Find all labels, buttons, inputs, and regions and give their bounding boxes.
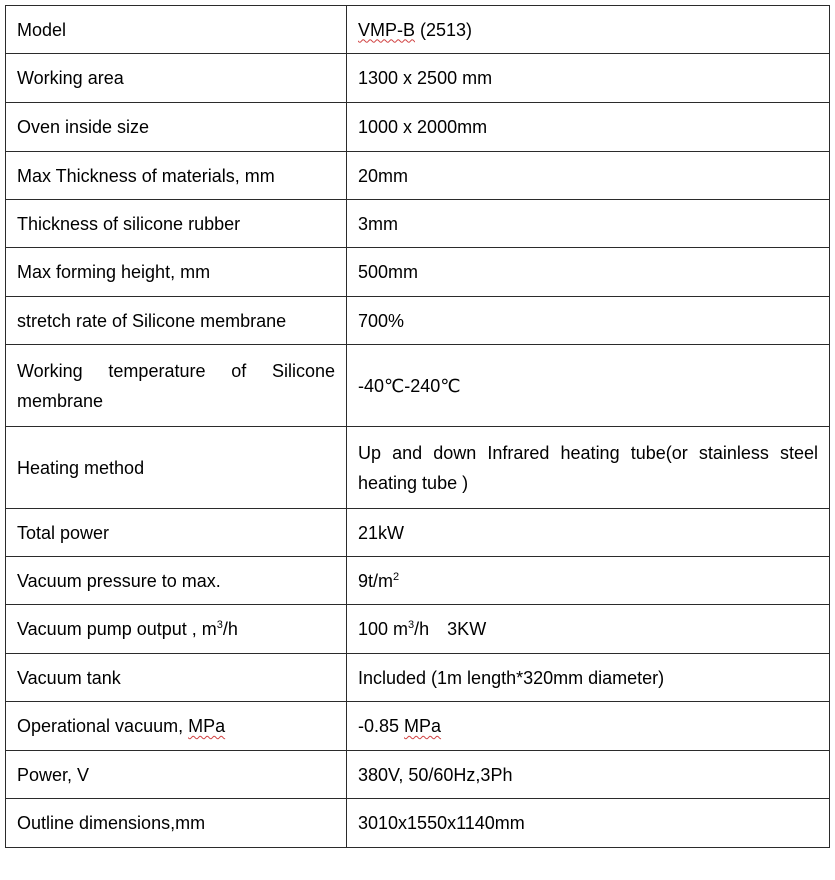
value-unit: /h — [414, 619, 430, 639]
table-row — [6, 799, 830, 848]
spec-label — [6, 54, 347, 103]
spec-label — [6, 605, 347, 654]
spec-value — [347, 297, 830, 345]
value-text: Included (1m length*320mm diameter) — [358, 667, 665, 688]
spec-value — [347, 152, 830, 200]
value-text: 100 m — [358, 619, 409, 639]
value-text: 20mm — [358, 165, 409, 186]
spec-label — [6, 152, 347, 200]
value-unit: MPa — [404, 716, 442, 736]
value-text: -40℃-240℃ — [358, 375, 461, 396]
table-row — [6, 654, 830, 702]
table-row — [6, 54, 830, 103]
label-unit: MPa — [188, 716, 226, 736]
label-text: Working area — [17, 68, 124, 88]
spec-label — [6, 103, 347, 152]
table-row — [6, 557, 830, 605]
table-row — [6, 605, 830, 654]
spec-label — [6, 799, 347, 848]
value-text: 1300 x 2500 mm — [358, 68, 493, 88]
spec-label — [6, 702, 347, 751]
label-text: Working temperature of Silicone membrane — [17, 360, 335, 411]
spec-value — [347, 103, 830, 152]
spec-label — [6, 200, 347, 248]
spec-value — [347, 799, 830, 848]
spec-value — [347, 427, 830, 509]
spec-label — [6, 509, 347, 557]
label-unit: /h — [222, 619, 238, 639]
value-text: -0.85 — [358, 716, 405, 736]
spec-value — [347, 605, 830, 654]
label-text: Vacuum pump output , m — [17, 619, 217, 639]
table-row — [6, 509, 830, 557]
value-text: 380V, 50/60Hz,3Ph — [358, 764, 513, 785]
table-row — [6, 103, 830, 152]
model-name: VMP-B — [358, 19, 416, 40]
table-row — [6, 297, 830, 345]
label-text: stretch rate of Silicone membrane — [17, 310, 287, 331]
spec-value — [347, 248, 830, 297]
spec-value — [347, 702, 830, 751]
label-text: Power, V — [17, 764, 90, 785]
spec-label — [6, 6, 347, 54]
label-text: Vacuum pressure to max. — [17, 570, 221, 591]
superscript: 3 — [408, 619, 415, 631]
value-text: 3010x1550x1140mm — [358, 813, 525, 833]
label-text: Heating method — [17, 457, 145, 478]
model-code: (2513) — [415, 19, 473, 40]
spec-label — [6, 751, 347, 799]
table-row — [6, 702, 830, 751]
value-text: 500mm — [358, 262, 419, 282]
spec-label — [6, 557, 347, 605]
spec-value — [347, 509, 830, 557]
spec-label — [6, 345, 347, 427]
spec-value — [347, 345, 830, 427]
table-row — [6, 6, 830, 54]
table-row — [6, 200, 830, 248]
spec-value — [347, 654, 830, 702]
label-text: Total power — [17, 522, 110, 543]
spec-value — [347, 200, 830, 248]
table-row — [6, 427, 830, 509]
value-text: 9t/m — [358, 570, 394, 591]
table-row — [6, 152, 830, 200]
value-text: 700% — [358, 310, 405, 331]
value-text: Up and down Infrared heating tube(or stainless steel heating tube ) — [358, 442, 818, 493]
spec-value — [347, 6, 830, 54]
specifications-table — [5, 5, 830, 848]
value-text: 1000 x 2000mm — [358, 117, 488, 137]
spec-label — [6, 654, 347, 702]
value-text: 21kW — [358, 522, 405, 543]
spec-value — [347, 751, 830, 799]
spec-label — [6, 297, 347, 345]
label-text: Oven inside size — [17, 117, 150, 137]
label-text: Max Thickness of materials, mm — [17, 165, 275, 186]
spec-value — [347, 54, 830, 103]
table-row — [6, 248, 830, 297]
table-row — [6, 751, 830, 799]
power-value: 3KW — [447, 619, 487, 639]
table-row — [6, 345, 830, 427]
label-text: Vacuum tank — [17, 667, 121, 688]
label-text: Operational vacuum, — [17, 716, 189, 736]
label-text: Outline dimensions,mm — [17, 813, 206, 833]
superscript: 3 — [216, 619, 223, 631]
superscript: 2 — [393, 570, 400, 583]
value-text: 3mm — [358, 213, 398, 234]
spec-label — [6, 427, 347, 509]
label-text: Model — [17, 19, 67, 40]
spec-label — [6, 248, 347, 297]
label-text: Max forming height, mm — [17, 262, 211, 282]
label-text: Thickness of silicone rubber — [17, 213, 241, 234]
spec-value — [347, 557, 830, 605]
